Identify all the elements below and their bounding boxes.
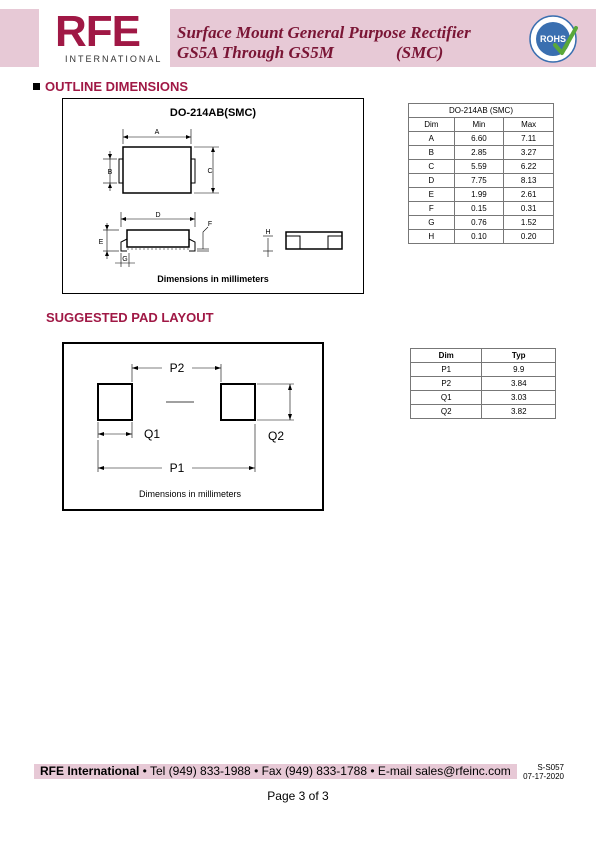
table-row: F 0.15 0.31 [409, 202, 554, 216]
dim-label-h: H [265, 229, 271, 236]
part-range [177, 43, 444, 63]
pad-label-q1: Q1 [143, 427, 161, 441]
pad-section-title: SUGGESTED PAD LAYOUT [46, 310, 214, 325]
dim-label-e: E [98, 239, 104, 246]
logo-wordmark: RFE [55, 7, 140, 56]
outline-note: Dimensions in millimeters [157, 274, 269, 284]
table-row: P2 3.84 [411, 377, 556, 391]
footer-contact: • Tel (949) 833-1988 • Fax (949) 833-1788 • E-mail sales@rfeinc.com [139, 764, 511, 778]
package-name: DO-214AB(SMC) [169, 107, 257, 119]
section-bullet-icon [33, 83, 40, 90]
package-type: (SMC) [396, 43, 444, 62]
table-header-row: Dim Typ [411, 349, 556, 363]
table-row: C 5.59 6.22 [409, 160, 554, 174]
part-range-text: GS5A Through GS5M [177, 43, 334, 62]
outline-dimension-table [408, 103, 554, 244]
doc-code-block [521, 763, 564, 781]
pad-label-q2: Q2 [267, 429, 285, 443]
dim-label-c: C [207, 168, 213, 175]
table-row: Q1 3.03 [411, 391, 556, 405]
table-row: A 6.60 7.11 [409, 132, 554, 146]
rohs-badge-text: ROHS [539, 34, 567, 44]
pad-label-p2: P2 [169, 361, 185, 375]
pad-dimension-table [410, 348, 556, 419]
table-row: G 0.76 1.52 [409, 216, 554, 230]
dim-label-d: D [155, 212, 161, 219]
dim-label-g: G [122, 256, 128, 263]
dim-label-f: F [207, 221, 213, 228]
footer-company: RFE International [40, 764, 140, 778]
pad-note: Dimensions in millimeters [138, 489, 242, 499]
table-row: B 2.85 3.27 [409, 146, 554, 160]
table-row: Q2 3.82 [411, 405, 556, 419]
logo-subtitle: INTERNATIONAL [65, 54, 163, 64]
doc-code: S-S057 [537, 763, 564, 772]
outline-drawing [63, 99, 363, 293]
table-row: D 7.75 8.13 [409, 174, 554, 188]
table-row: P1 9.9 [411, 363, 556, 377]
dim-label-a: A [154, 129, 160, 136]
outline-drawing-frame [62, 98, 364, 294]
header-band [0, 9, 596, 67]
dim-label-b: B [107, 169, 113, 176]
footer-contact-bar [34, 764, 517, 779]
company-logo [39, 9, 170, 67]
table-row: E 1.99 2.61 [409, 188, 554, 202]
document-title: Surface Mount General Purpose Rectifier [177, 23, 471, 42]
outline-table-caption: DO-214AB (SMC) [409, 104, 554, 118]
outline-section-title: OUTLINE DIMENSIONS [33, 79, 188, 94]
table-row: H 0.10 0.20 [409, 230, 554, 244]
pad-layout-frame [62, 342, 324, 511]
rohs-badge-icon [528, 14, 578, 64]
doc-date: 07-17-2020 [523, 772, 564, 781]
pad-layout-drawing [64, 344, 322, 509]
table-header-row: Dim Min Max [409, 118, 554, 132]
page-number: Page 3 of 3 [267, 789, 329, 803]
pad-label-p1: P1 [169, 461, 185, 475]
